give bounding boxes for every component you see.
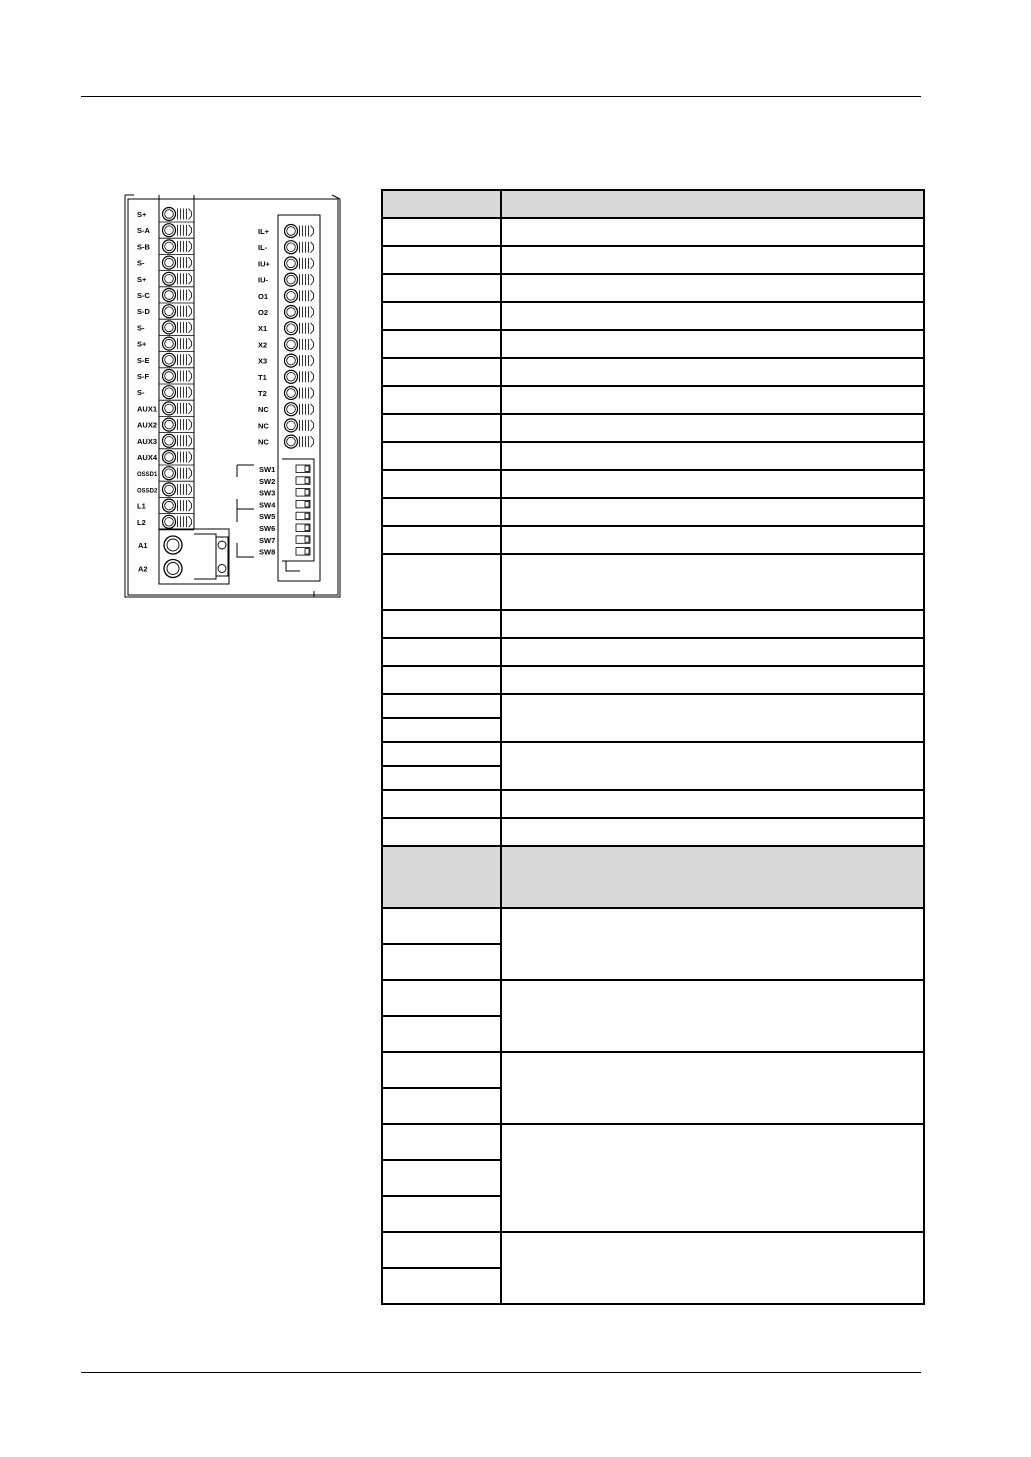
- dip-switch-sw6: [296, 524, 310, 532]
- terminal-label: NC: [258, 421, 269, 431]
- terminal-label: OSSD2: [137, 488, 158, 495]
- terminal-aux2-13: [163, 418, 192, 431]
- table-cell-terminal: [382, 1160, 501, 1196]
- terminal-s-c-5: [163, 289, 192, 302]
- terminal-aux4-15: [163, 451, 192, 464]
- table-row: [382, 818, 924, 846]
- footer-rule: [81, 1372, 921, 1373]
- table-cell-description: [501, 274, 924, 302]
- table-row: [382, 554, 924, 610]
- table-cell-terminal: [382, 908, 501, 944]
- table-row: [382, 526, 924, 554]
- terminal-label: IL+: [258, 227, 270, 236]
- table-cell-terminal: [382, 610, 501, 638]
- dip-switch-sw3: [296, 489, 310, 497]
- table-row: [382, 790, 924, 818]
- terminal-l2-19: [163, 515, 192, 528]
- terminal-x2-7: [285, 338, 314, 351]
- power-terminal-a1: [164, 536, 226, 554]
- header-cell-description: [501, 190, 924, 218]
- table-cell-description: [501, 302, 924, 330]
- table-cell-description: [501, 442, 924, 470]
- dip-switch-sw7: [296, 536, 310, 544]
- terminal-s-d-6: [163, 305, 192, 318]
- table-cell-description: [501, 218, 924, 246]
- table-cell-terminal: [382, 980, 501, 1016]
- terminal-s+-8: [163, 337, 192, 350]
- terminal-iuminus-3: [285, 273, 314, 286]
- terminal-l1-18: [163, 499, 192, 512]
- table-cell-terminal: [382, 246, 501, 274]
- terminal-label: S+: [137, 210, 147, 219]
- table-cell-terminal: [382, 694, 501, 718]
- switch-label: SW3: [259, 488, 276, 498]
- table-cell-description: [501, 526, 924, 554]
- table-row: [382, 980, 924, 1016]
- terminal-s+-4: [163, 272, 192, 285]
- table-cell-terminal: [382, 638, 501, 666]
- terminal-label: S-A: [137, 226, 150, 236]
- table-cell-terminal: [382, 274, 501, 302]
- table-row: [382, 358, 924, 386]
- table-cell-terminal: [382, 742, 501, 766]
- switch-label: SW1: [259, 465, 276, 474]
- table-header2-row: [382, 846, 924, 908]
- header2-cell-terminal: [382, 846, 501, 908]
- terminal-aux3-14: [163, 434, 192, 447]
- terminal-label: NC: [258, 437, 269, 447]
- table-cell-description: [501, 790, 924, 818]
- terminal-table: [381, 189, 925, 1305]
- table-cell-description: [501, 386, 924, 414]
- table-row: [382, 386, 924, 414]
- terminal-block-diagram: [124, 189, 344, 601]
- terminal-x1-6: [285, 322, 314, 335]
- terminal-o1-4: [285, 289, 314, 302]
- terminal-label: S+: [137, 274, 147, 284]
- table-cell-terminal: [382, 1232, 501, 1268]
- header-rule: [81, 96, 921, 97]
- terminal-label: AUX1: [137, 404, 158, 414]
- dip-switch-sw8: [296, 548, 310, 556]
- table-row: [382, 610, 924, 638]
- table-cell-description: [501, 498, 924, 526]
- table-cell-description: [501, 742, 924, 790]
- dip-switch-sw4: [296, 500, 310, 508]
- terminal-t2-10: [285, 387, 314, 400]
- terminal-label: IU-: [258, 275, 268, 285]
- table-row: [382, 1124, 924, 1160]
- dip-switch-sw1: [296, 465, 310, 473]
- table-header-row: [382, 190, 924, 218]
- terminal-label: AUX2: [137, 420, 158, 430]
- table-cell-terminal: [382, 1268, 501, 1304]
- table-row: [382, 414, 924, 442]
- terminal-label: S-: [137, 258, 145, 268]
- terminal-s--7: [163, 321, 192, 334]
- terminal-ossd2-17: [163, 483, 192, 496]
- table-cell-terminal: [382, 1016, 501, 1052]
- table-cell-description: [501, 908, 924, 980]
- table-cell-terminal: [382, 302, 501, 330]
- table-cell-description: [501, 330, 924, 358]
- power-terminal-a2: [164, 560, 226, 578]
- terminal-label: OSSD1: [137, 472, 158, 479]
- terminal-ossd1-16: [163, 467, 192, 480]
- terminal-iuplus-2: [285, 257, 314, 270]
- terminal-label: S-F: [137, 372, 150, 381]
- terminal-s--11: [163, 386, 192, 399]
- switch-label: SW5: [259, 512, 276, 522]
- table-cell-description: [501, 666, 924, 694]
- terminal-label: IU+: [258, 259, 270, 269]
- terminal-label: O1: [258, 291, 269, 301]
- table-cell-description: [501, 638, 924, 666]
- table-cell-terminal: [382, 944, 501, 980]
- terminal-label: S-: [137, 388, 145, 398]
- switch-label: SW2: [259, 476, 276, 486]
- table-cell-terminal: [382, 666, 501, 694]
- terminal-label: S-B: [137, 242, 150, 252]
- table-cell-description: [501, 414, 924, 442]
- terminal-label: S+: [137, 339, 147, 349]
- terminal-s-a-1: [163, 224, 192, 237]
- table-cell-description: [501, 358, 924, 386]
- table-cell-terminal: [382, 470, 501, 498]
- table-cell-terminal: [382, 1052, 501, 1088]
- table-cell-terminal: [382, 358, 501, 386]
- terminal-label: NC: [258, 405, 269, 415]
- terminal-s+-0: [163, 208, 192, 221]
- terminal-label: S-E: [137, 355, 150, 365]
- table-row: [382, 908, 924, 944]
- table-cell-terminal: [382, 1196, 501, 1232]
- terminal-s-f-10: [163, 370, 192, 383]
- table-row: [382, 694, 924, 718]
- table-row: [382, 742, 924, 766]
- terminal-nc-13: [285, 435, 314, 448]
- terminal-s-b-2: [163, 240, 192, 253]
- terminal-label: S-D: [137, 307, 150, 317]
- terminal-t1-9: [285, 370, 314, 383]
- switch-label: SW8: [259, 547, 276, 557]
- table-cell-terminal: [382, 1088, 501, 1124]
- terminal-nc-11: [285, 403, 314, 416]
- power-terminal-label: A1: [138, 541, 148, 550]
- table-cell-terminal: [382, 386, 501, 414]
- dip-switch-sw2: [296, 477, 310, 485]
- table-cell-description: [501, 470, 924, 498]
- header-cell-terminal: [382, 190, 501, 218]
- table-row: [382, 1232, 924, 1268]
- table-cell-terminal: [382, 442, 501, 470]
- table-cell-terminal: [382, 498, 501, 526]
- terminal-label: X1: [258, 324, 268, 334]
- power-terminal-label: A2: [138, 564, 148, 574]
- terminal-label: L2: [137, 517, 146, 527]
- table-cell-description: [501, 694, 924, 742]
- table-row: [382, 302, 924, 330]
- table-cell-terminal: [382, 554, 501, 610]
- table-cell-description: [501, 980, 924, 1052]
- terminal-o2-5: [285, 306, 314, 319]
- terminal-label: S-C: [137, 291, 150, 300]
- dip-switch-sw5: [296, 512, 310, 520]
- table-row: [382, 246, 924, 274]
- table-cell-description: [501, 1124, 924, 1232]
- table-row: [382, 498, 924, 526]
- table-cell-terminal: [382, 818, 501, 846]
- terminal-label: O2: [258, 308, 269, 317]
- header2-cell-description: [501, 846, 924, 908]
- terminal-label: AUX4: [137, 453, 158, 462]
- table-cell-terminal: [382, 414, 501, 442]
- table-cell-description: [501, 246, 924, 274]
- table-row: [382, 274, 924, 302]
- table-row: [382, 638, 924, 666]
- terminal-nc-12: [285, 419, 314, 432]
- table-cell-description: [501, 610, 924, 638]
- terminal-label: AUX3: [137, 436, 158, 446]
- table-cell-terminal: [382, 330, 501, 358]
- table-row: [382, 1052, 924, 1088]
- switch-label: SW6: [259, 524, 276, 533]
- table-cell-description: [501, 554, 924, 610]
- table-row: [382, 470, 924, 498]
- table-row: [382, 442, 924, 470]
- terminal-label: S-: [137, 323, 145, 333]
- terminal-ilminus-1: [285, 241, 314, 254]
- table-cell-terminal: [382, 766, 501, 790]
- terminal-label: X3: [258, 356, 268, 366]
- table-cell-terminal: [382, 718, 501, 742]
- terminal-s-e-9: [163, 353, 192, 366]
- terminal-label: X2: [258, 340, 268, 350]
- terminal-label: T1: [258, 372, 267, 382]
- table-row: [382, 218, 924, 246]
- terminal-aux1-12: [163, 402, 192, 415]
- terminal-x3-8: [285, 354, 314, 367]
- terminal-label: IL-: [258, 243, 268, 253]
- table-cell-description: [501, 1052, 924, 1124]
- table-cell-terminal: [382, 218, 501, 246]
- table-cell-terminal: [382, 1124, 501, 1160]
- table-row: [382, 666, 924, 694]
- switch-label: SW7: [259, 535, 276, 545]
- terminal-s--3: [163, 256, 192, 269]
- table-cell-terminal: [382, 526, 501, 554]
- switch-label: SW4: [259, 500, 276, 510]
- table-cell-terminal: [382, 790, 501, 818]
- table-cell-description: [501, 1232, 924, 1304]
- table-row: [382, 330, 924, 358]
- terminal-ilplus-0: [285, 225, 314, 238]
- terminal-label: T2: [258, 389, 267, 398]
- table-cell-description: [501, 818, 924, 846]
- terminal-label: L1: [137, 501, 146, 511]
